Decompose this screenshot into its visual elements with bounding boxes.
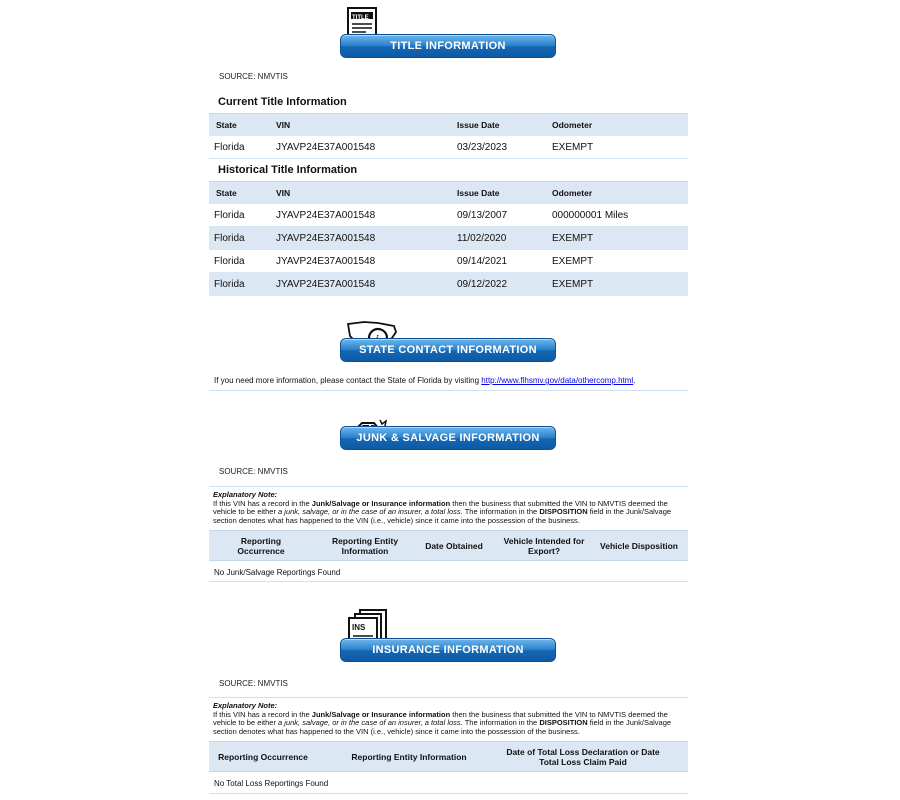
state-contact-suffix: . — [633, 376, 636, 385]
current-title-table — [209, 113, 688, 159]
table-row — [209, 204, 688, 227]
table-row — [209, 227, 688, 250]
insurance-source-divider — [209, 697, 688, 698]
col-state: State — [216, 119, 237, 130]
historical-title-table — [209, 181, 688, 296]
table-row — [209, 136, 688, 159]
note-title: Explanatory Note: — [213, 701, 278, 710]
cell-state: Florida — [214, 278, 245, 290]
cell-odometer: 000000001 Miles — [552, 209, 629, 221]
historical-title-heading: Historical Title Information — [218, 164, 358, 176]
col-vin: VIN — [276, 119, 291, 130]
col-reporting-occurrence: Reporting Occurrence — [218, 751, 308, 762]
insurance-source: SOURCE: NMVTIS — [219, 679, 288, 688]
state-contact-divider — [209, 390, 688, 391]
ins-icon-text: INS — [352, 623, 366, 632]
insurance-divider — [209, 793, 688, 794]
state-contact-banner-bar — [340, 338, 556, 362]
cell-vin: JYAVP24E37A001548 — [276, 141, 376, 153]
cell-issue-date: 09/12/2022 — [457, 278, 508, 290]
historical-title-header-row — [209, 181, 688, 204]
note-text: . The information in the — [460, 507, 540, 517]
col-issue-date: Issue Date — [457, 119, 500, 130]
col-reporting-entity: Reporting Entity Information — [331, 535, 399, 556]
current-title-header-row — [209, 113, 688, 136]
cell-odometer: EXEMPT — [552, 232, 594, 244]
junk-salvage-source-divider — [209, 486, 688, 487]
note-text: field in the Junk/Salvage section denotes what has happened to the VIN (i.e., vehicle) since it came into the possession of the business. — [213, 507, 672, 525]
col-vehicle-disposition: Vehicle Disposition — [600, 540, 678, 551]
junk-salvage-empty-message: No Junk/Salvage Reportings Found — [214, 568, 341, 577]
junk-salvage-explanatory-note — [213, 491, 683, 525]
note-bold: DISPOSITION — [539, 718, 588, 728]
state-contact-link[interactable]: http://www.flhsmv.gov/data/othercomp.html — [481, 376, 634, 385]
note-body — [213, 711, 683, 737]
note-italic: a junk, salvage, or in the case of an insurer, a total loss — [278, 507, 461, 517]
col-total-loss-date: Date of Total Loss Declaration or Date Total Loss Claim Paid — [506, 746, 660, 767]
cell-vin: JYAVP24E37A001548 — [276, 209, 376, 221]
note-italic: a junk, salvage, or in the case of an insurer, a total loss — [278, 718, 461, 728]
cell-odometer: EXEMPT — [552, 255, 594, 267]
note-bold: Junk/Salvage or Insurance information — [311, 498, 451, 508]
cell-odometer: EXEMPT — [552, 141, 594, 153]
table-row — [209, 250, 688, 273]
note-text: then the business that submitted the VIN to NMVTIS deemed the vehicle to be either — [213, 709, 668, 728]
note-text: field in the Junk/Salvage section denotes what has happened to the VIN (i.e., vehicle) since it came into the possession of the business. — [213, 718, 672, 736]
cell-state: Florida — [214, 232, 245, 244]
title-source: SOURCE: NMVTIS — [219, 72, 288, 81]
col-odometer: Odometer — [552, 119, 593, 130]
title-information-banner — [340, 6, 558, 58]
state-contact-prefix: If you need more information, please contact the State of Florida by visiting — [214, 376, 482, 385]
col-state: State — [216, 187, 237, 198]
state-contact-banner — [340, 318, 558, 362]
col-reporting-occurrence: Reporting Occurrence — [237, 535, 285, 556]
cell-vin: JYAVP24E37A001548 — [276, 232, 376, 244]
col-vin: VIN — [276, 187, 291, 198]
note-text: . The information in the — [460, 718, 540, 728]
col-reporting-entity: Reporting Entity Information — [351, 751, 467, 762]
cell-odometer: EXEMPT — [552, 278, 594, 290]
cell-vin: JYAVP24E37A001548 — [276, 255, 376, 267]
junk-salvage-source: SOURCE: NMVTIS — [219, 467, 288, 476]
note-text: then the business that submitted the VIN to NMVTIS deemed the vehicle to be either — [213, 498, 668, 517]
junk-salvage-divider — [209, 581, 688, 582]
note-text: If this VIN has a record in the — [213, 498, 312, 508]
junk-salvage-banner-bar — [340, 426, 556, 450]
title-icon-text: TITLE — [352, 15, 369, 21]
cell-vin: JYAVP24E37A001548 — [276, 278, 376, 290]
current-title-heading: Current Title Information — [218, 96, 347, 108]
cell-issue-date: 11/02/2020 — [457, 232, 507, 244]
insurance-banner — [340, 608, 558, 662]
insurance-explanatory-note — [213, 702, 683, 736]
cell-issue-date: 09/13/2007 — [457, 209, 508, 221]
insurance-banner-bar — [340, 638, 556, 662]
cell-state: Florida — [214, 141, 245, 153]
insurance-header-row — [209, 741, 688, 772]
insurance-banner-label: INSURANCE INFORMATION — [372, 644, 524, 656]
state-contact-banner-label: STATE CONTACT INFORMATION — [359, 344, 537, 356]
cell-issue-date: 09/14/2021 — [457, 255, 508, 267]
insurance-empty-message: No Total Loss Reportings Found — [214, 779, 329, 788]
note-body — [213, 500, 683, 526]
note-title: Explanatory Note: — [213, 490, 278, 499]
cell-issue-date: 03/23/2023 — [457, 141, 508, 153]
col-date-obtained: Date Obtained — [425, 540, 483, 551]
junk-salvage-banner — [340, 416, 558, 450]
state-contact-text — [214, 376, 635, 385]
note-text: If this VIN has a record in the — [213, 709, 312, 719]
note-bold: Junk/Salvage or Insurance information — [311, 709, 451, 719]
junk-salvage-header-row — [209, 530, 688, 561]
title-banner-label: TITLE INFORMATION — [390, 40, 506, 52]
title-banner-bar — [340, 34, 556, 58]
col-vehicle-export: Vehicle Intended for Export? — [503, 535, 585, 556]
col-issue-date: Issue Date — [457, 187, 500, 198]
table-row — [209, 273, 688, 296]
cell-state: Florida — [214, 209, 245, 221]
cell-state: Florida — [214, 255, 245, 267]
note-bold: DISPOSITION — [539, 507, 588, 517]
junk-salvage-banner-label: JUNK & SALVAGE INFORMATION — [356, 432, 540, 444]
col-odometer: Odometer — [552, 187, 593, 198]
